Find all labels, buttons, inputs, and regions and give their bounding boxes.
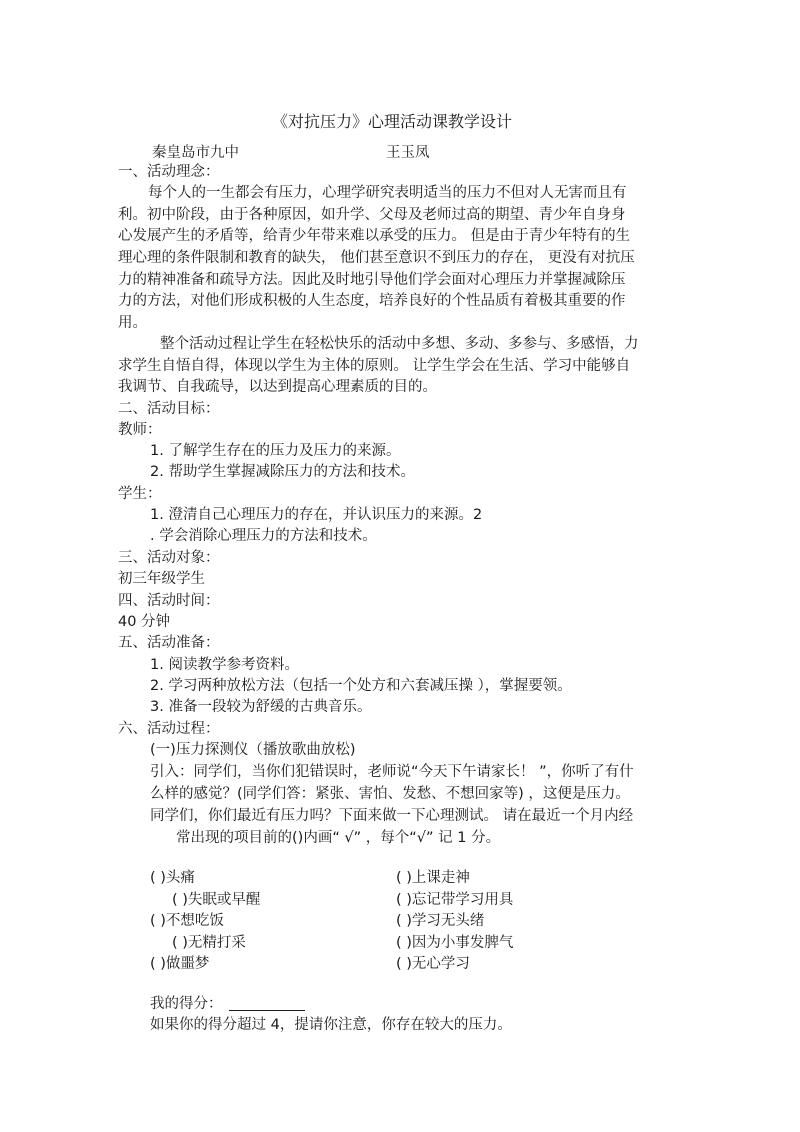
section-1-line: 理心理的条件限制和教育的缺失， 他们甚至意识不到压力的存在， 更没有对抗压 (118, 250, 635, 266)
checklist-item: ( )头痛 (150, 870, 195, 886)
section-1-line: 求学生自悟自得，体现以学生为主体的原则。 让学生学会在生活、学习中能够自 (118, 358, 631, 374)
author-name: 王玉凤 (386, 145, 430, 161)
checklist-item: ( )忘记带学习用具 (396, 892, 514, 908)
section-1-line: 利。初中阶段，由于各种原因，如升学、父母及老师过高的期望、青少年自身身 (118, 207, 626, 223)
section-1-line: 心发展产生的矛盾等，给青少年带来难以承受的压力。 但是由于青少年特有的生 (118, 228, 631, 244)
checklist-item: ( )失眠或早醒 (172, 892, 261, 908)
student-goal: . 学会消除心理压力的方法和技术。 (150, 528, 377, 544)
process-line: 同学们，你们最近有压力吗？下面来做一下心理测试。 请在最近一个月内经 (150, 808, 634, 824)
section-2-heading: 二、活动目标： (118, 401, 220, 417)
student-goal: 1. 澄清自己心理压力的存在，并认识压力的来源。2 (150, 507, 483, 523)
section-1-line: 每个人的一生都会有压力，心理学研究表明适当的压力不但对人无害而且有 (148, 185, 627, 201)
section-1-line: 力的精神准备和疏导方法。因此及时地引导他们学会面对心理压力并掌握减除压 (118, 272, 626, 288)
process-line: 引入：同学们，当你们犯错误时，老师说“今天下午请家长！ ”，你听了有什 (150, 764, 634, 780)
subsection-title: (一)压力探测仪（播放歌曲放松) (150, 742, 356, 758)
teacher-label: 教师： (118, 422, 162, 438)
score-blank[interactable] (229, 996, 305, 1011)
section-3-value: 初三年级学生 (118, 571, 205, 587)
section-1-line: 力的方法，对他们形成积极的人生态度，培养良好的个性品质有着极其重要的作 (118, 293, 626, 309)
teacher-goal: 2. 帮助学生掌握减除压力的方法和技术。 (150, 464, 415, 480)
process-line: 常出现的项目前的()内画“ √” ，每个“√” 记 1 分。 (176, 830, 501, 846)
checklist-item: ( )学习无头绪 (396, 913, 485, 929)
doc-title: 《对抗压力》心理活动课教学设计 (272, 112, 513, 131)
section-6-heading: 六、活动过程： (118, 721, 220, 737)
section-1-line: 我调节、自我疏导，以达到提高心理素质的目的。 (118, 379, 437, 395)
checklist-item: ( )做噩梦 (150, 956, 210, 972)
prep-item: 2. 学习两种放松方法（包括一个处方和六套减压操 ），掌握要领。 (150, 678, 572, 694)
section-1-heading: 一、活动理念： (118, 164, 220, 180)
process-line: 么样的感觉？(同学们答：紧张、害怕、发愁、不想回家等) ，这便是压力。 (150, 786, 630, 802)
section-1-line: 用。 (118, 315, 147, 331)
checklist-item: ( )因为小事发脾气 (396, 935, 514, 951)
checklist-item: ( )无精打采 (172, 935, 246, 951)
section-1-line: 整个活动过程让学生在轻松快乐的活动中多想、多动、多参与、多感悟，力 (160, 336, 639, 352)
prep-item: 3. 准备一段较为舒缓的古典音乐。 (150, 699, 372, 715)
teacher-goal: 1. 了解学生存在的压力及压力的来源。 (150, 443, 401, 459)
checklist-item: ( )上课走神 (396, 870, 470, 886)
section-3-heading: 三、活动对象： (118, 550, 220, 566)
checklist-item: ( )无心学习 (396, 956, 470, 972)
student-label: 学生： (118, 486, 162, 502)
section-4-heading: 四、活动时间： (118, 593, 220, 609)
section-5-heading: 五、活动准备： (118, 635, 220, 651)
score-label: 我的得分： (150, 996, 223, 1012)
score-row (150, 994, 305, 1014)
section-4-value: 40 分钟 (118, 614, 171, 630)
school-name: 秦皇岛市九中 (152, 145, 239, 161)
prep-item: 1. 阅读教学参考资料。 (150, 657, 299, 673)
checklist-item: ( )不想吃饭 (150, 913, 224, 929)
final-note: 如果你的得分超过 4，提请你注意，你存在较大的压力。 (150, 1017, 512, 1033)
